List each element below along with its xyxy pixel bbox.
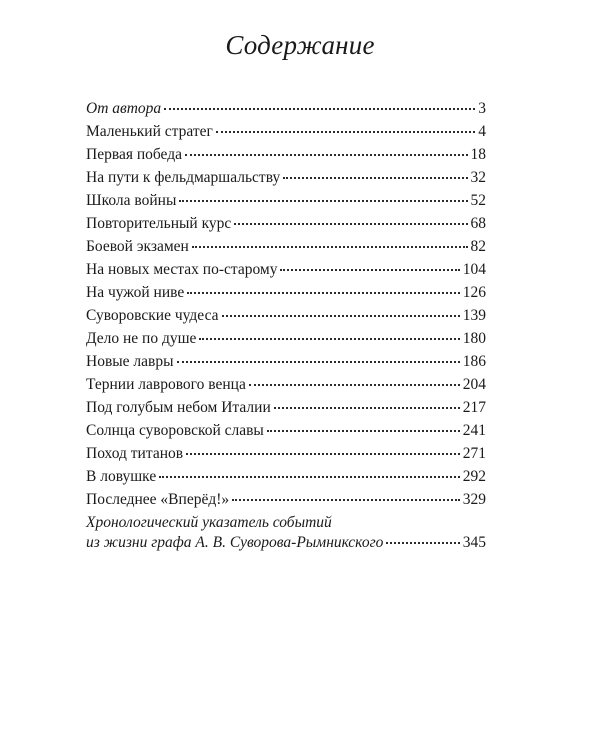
toc-entry-page: 217 bbox=[462, 399, 486, 416]
toc-entry[interactable] bbox=[86, 488, 486, 511]
toc-entry-label: Первая победа bbox=[86, 146, 182, 163]
toc-entry-label: Повторительный курс bbox=[86, 215, 232, 232]
toc-entry[interactable] bbox=[86, 97, 486, 120]
toc-entry-label: Боевой экзамен bbox=[86, 238, 189, 255]
dot-leader bbox=[192, 242, 468, 248]
toc-entry-label: Школа войны bbox=[86, 192, 177, 209]
toc-entry-page: 4 bbox=[478, 123, 486, 140]
toc-entry[interactable] bbox=[86, 304, 486, 327]
dot-leader bbox=[222, 311, 460, 317]
toc-entry-label: На новых местах по-старому bbox=[86, 261, 278, 278]
toc-entry-page: 68 bbox=[470, 215, 486, 232]
toc-entry-chronology[interactable] bbox=[86, 513, 486, 553]
toc-entry-page: 271 bbox=[462, 445, 486, 462]
toc-entry[interactable] bbox=[86, 235, 486, 258]
toc-entry[interactable] bbox=[86, 212, 486, 235]
toc-entry-page: 32 bbox=[470, 169, 486, 186]
toc-entry-page: 52 bbox=[470, 192, 486, 209]
dot-leader bbox=[186, 449, 460, 455]
toc-entry-page: 241 bbox=[462, 422, 486, 439]
dot-leader bbox=[274, 403, 460, 409]
toc-entry[interactable] bbox=[86, 143, 486, 166]
toc-entry[interactable] bbox=[86, 373, 486, 396]
dot-leader bbox=[177, 357, 460, 363]
dot-leader bbox=[179, 196, 467, 202]
toc-entry-page: 139 bbox=[462, 307, 486, 324]
toc-entry-page: 3 bbox=[478, 100, 486, 117]
dot-leader bbox=[232, 495, 460, 501]
toc-entry[interactable] bbox=[86, 442, 486, 465]
toc-entry-page: 186 bbox=[462, 353, 486, 370]
toc-entry-label: Поход титанов bbox=[86, 445, 184, 462]
dot-leader bbox=[249, 380, 460, 386]
toc-entry-page: 104 bbox=[462, 261, 486, 278]
toc-entry-label: Под голубым небом Италии bbox=[86, 399, 271, 416]
toc-entry-label: Маленький стратег bbox=[86, 123, 213, 140]
toc-entry-label: Дело не по душе bbox=[86, 330, 197, 347]
table-of-contents bbox=[86, 97, 486, 553]
dot-leader bbox=[386, 538, 459, 544]
dot-leader bbox=[199, 334, 459, 340]
toc-entry[interactable] bbox=[86, 120, 486, 143]
toc-entry-page: 204 bbox=[462, 376, 486, 393]
toc-entry-page: 18 bbox=[470, 146, 486, 163]
toc-entry-label: На пути к фельдмаршальству bbox=[86, 169, 281, 186]
dot-leader bbox=[283, 173, 467, 179]
dot-leader bbox=[267, 426, 460, 432]
chronology-label-line2: из жизни графа А. В. Суворова-Рымникского bbox=[86, 534, 384, 551]
toc-entry[interactable] bbox=[86, 258, 486, 281]
dot-leader bbox=[159, 472, 460, 478]
toc-entry[interactable] bbox=[86, 281, 486, 304]
toc-entry-label: В ловушке bbox=[86, 468, 157, 485]
toc-entry-label: Последнее «Вперёд!» bbox=[86, 491, 230, 508]
toc-entry-page: 82 bbox=[470, 238, 486, 255]
toc-entry[interactable] bbox=[86, 189, 486, 212]
toc-entry-label: Солнца суворовской славы bbox=[86, 422, 264, 439]
dot-leader bbox=[234, 219, 467, 225]
toc-entry-page: 180 bbox=[462, 330, 486, 347]
dot-leader bbox=[280, 265, 459, 271]
dot-leader bbox=[164, 104, 475, 110]
chronology-label-line1: Хронологический указатель событий bbox=[86, 514, 332, 531]
toc-entry-page: 345 bbox=[462, 534, 486, 551]
dot-leader bbox=[187, 288, 460, 294]
toc-entry[interactable] bbox=[86, 465, 486, 488]
toc-entry[interactable] bbox=[86, 350, 486, 373]
toc-entry[interactable] bbox=[86, 419, 486, 442]
dot-leader bbox=[216, 127, 475, 133]
toc-entry-label: Суворовские чудеса bbox=[86, 307, 219, 324]
toc-entry-page: 329 bbox=[462, 491, 486, 508]
page-title: Содержание bbox=[225, 30, 375, 60]
toc-entry-page: 126 bbox=[462, 284, 486, 301]
toc-entry[interactable] bbox=[86, 327, 486, 350]
dot-leader bbox=[185, 150, 468, 156]
toc-entry-label: Тернии лаврового венца bbox=[86, 376, 246, 393]
toc-entry-page: 292 bbox=[462, 468, 486, 485]
toc-entry[interactable] bbox=[86, 396, 486, 419]
toc-entry[interactable] bbox=[86, 166, 486, 189]
toc-entry-label: От автора bbox=[86, 100, 162, 117]
toc-entry-label: На чужой ниве bbox=[86, 284, 185, 301]
toc-entry-label: Новые лавры bbox=[86, 353, 174, 370]
